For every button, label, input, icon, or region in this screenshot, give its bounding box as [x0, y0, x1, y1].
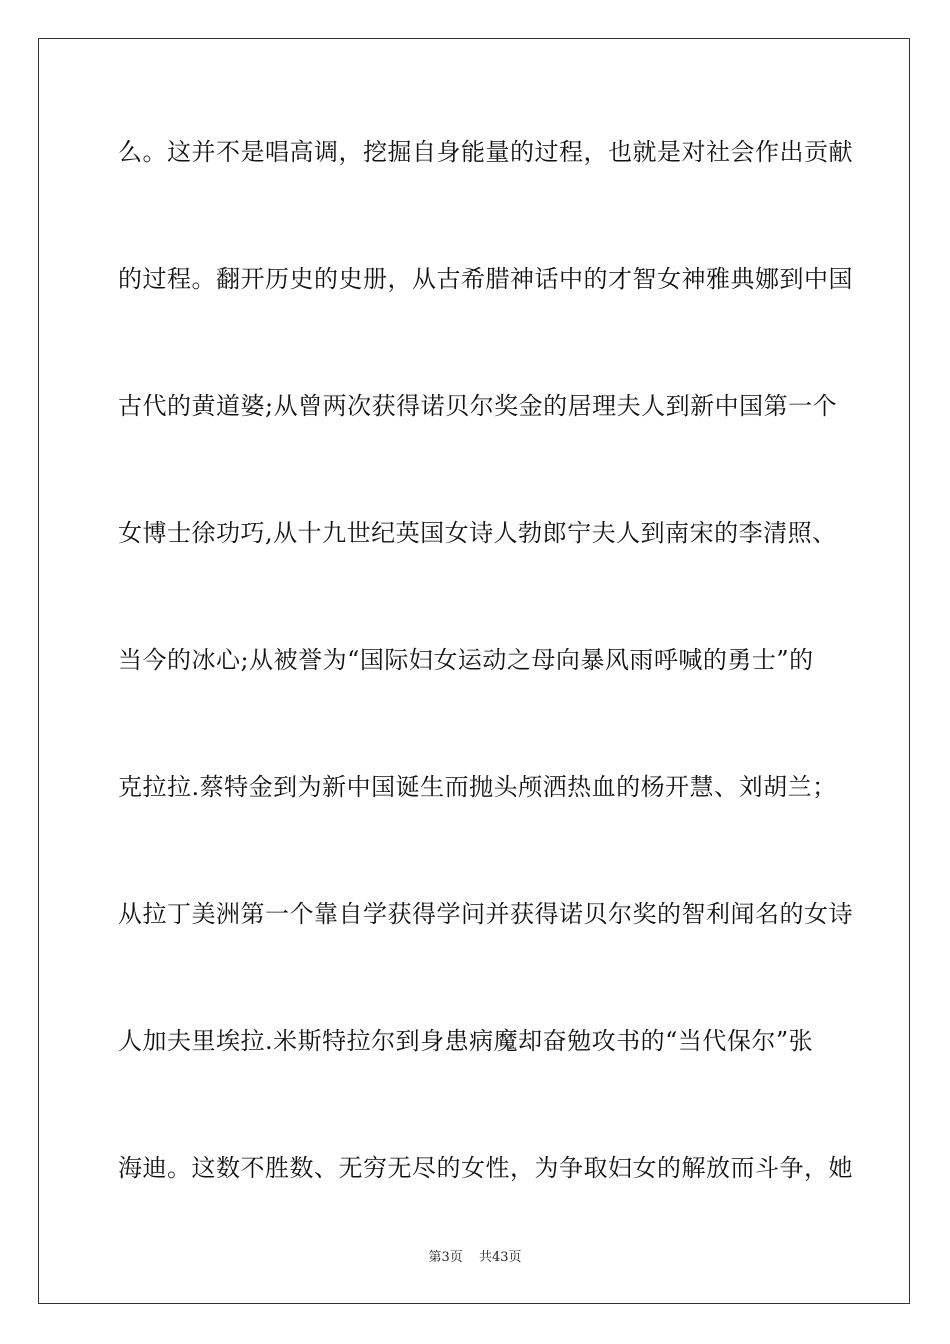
- total-pages: 共43页: [478, 1250, 522, 1265]
- text-line-2: 的过程。翻开历史的史册，从古希腊神话中的才智女神雅典娜到中国: [118, 265, 853, 293]
- text-line-7: 从拉丁美洲第一个靠自学获得学问并获得诺贝尔奖的智利闻名的女诗: [118, 900, 853, 928]
- text-line-4: 女博士徐功巧,从十九世纪英国女诗人勃郎宁夫人到南宋的李清照、: [118, 519, 837, 547]
- text-line-9: 海迪。这数不胜数、无穷无尽的女性，为争取妇女的解放而斗争，她: [118, 1154, 853, 1182]
- text-line-5: 当今的冰心;从被誉为“国际妇女运动之母向暴风雨呼喊的勇士”的: [118, 646, 814, 674]
- text-line-8: 人加夫里埃拉.米斯特拉尔到身患病魔却奋勉攻书的“当代保尔”张: [118, 1027, 814, 1055]
- text-line-3: 古代的黄道婆;从曾两次获得诺贝尔奖金的居理夫人到新中国第一个: [118, 392, 838, 420]
- text-line-1: 么。这并不是唱高调，挖掘自身能量的过程，也就是对社会作出贡献: [118, 138, 853, 166]
- text-line-6: 克拉拉.蔡特金到为新中国诞生而抛头颅洒热血的杨开慧、刘胡兰；: [118, 773, 837, 801]
- body-text: [118, 130, 853, 1273]
- page-footer: [0, 1246, 950, 1265]
- page-number: 第3页: [428, 1250, 463, 1265]
